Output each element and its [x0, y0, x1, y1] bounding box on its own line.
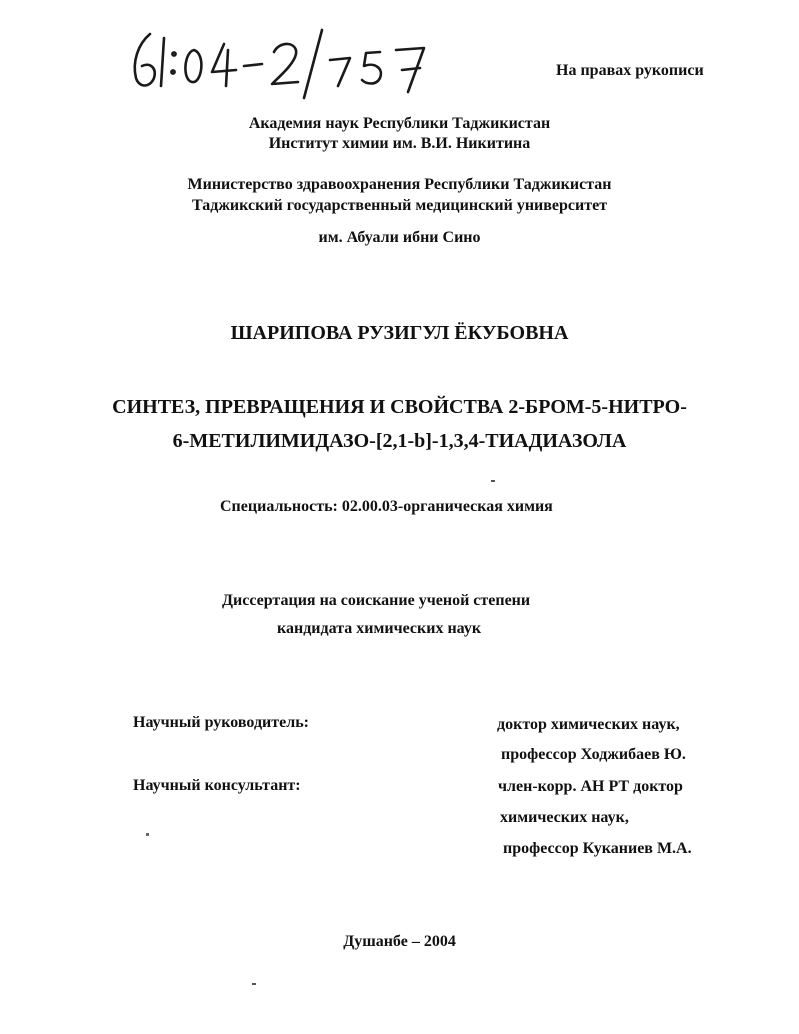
- author-name: ШАРИПОВА РУЗИГУЛ ЁКУБОВНА: [230, 322, 569, 344]
- university-honorific: им. Абуали ибни Сино: [318, 229, 481, 246]
- consultant-label: Научный консультант:: [133, 777, 301, 794]
- supervisor-degree: доктор химических наук,: [497, 716, 680, 733]
- university-name: Таджикский государственный медицинский университет: [191, 197, 608, 214]
- consultant-degree: химических наук,: [500, 809, 629, 826]
- dissertation-line-2: кандидата химических наук: [277, 620, 482, 637]
- scan-speck: [491, 480, 495, 482]
- institute-name: Институт химии им. В.И. Никитина: [268, 135, 531, 152]
- academy-name: Академия наук Республики Таджикистан: [248, 115, 551, 132]
- ministry-name: Министерство здравоохранения Республики Таджикистан: [187, 176, 612, 193]
- city-year: Душанбе – 2004: [343, 933, 456, 950]
- handwritten-catalog-number: [128, 20, 458, 100]
- supervisor-label: Научный руководитель:: [133, 714, 309, 731]
- scan-speck: [146, 833, 149, 836]
- consultant-name: профессор Куканиев М.А.: [503, 840, 692, 857]
- manuscript-rights-note: На правах рукописи: [556, 62, 704, 79]
- supervisor-name: профессор Ходжибаев Ю.: [501, 746, 686, 763]
- consultant-title: член-корр. АН РТ доктор: [498, 778, 683, 795]
- dissertation-line-1: Диссертация на соискание ученой степени: [222, 592, 531, 609]
- scan-speck: [252, 983, 256, 985]
- title-line-2: 6-МЕТИЛИМИДАЗО-[2,1-b]-1,3,4-ТИАДИАЗОЛА: [172, 430, 627, 452]
- specialty: Специальность: 02.00.03-органическая химия: [220, 498, 553, 515]
- title-line-1: СИНТЕЗ, ПРЕВРАЩЕНИЯ И СВОЙСТВА 2-БРОМ-5-НИТРО-: [112, 396, 687, 418]
